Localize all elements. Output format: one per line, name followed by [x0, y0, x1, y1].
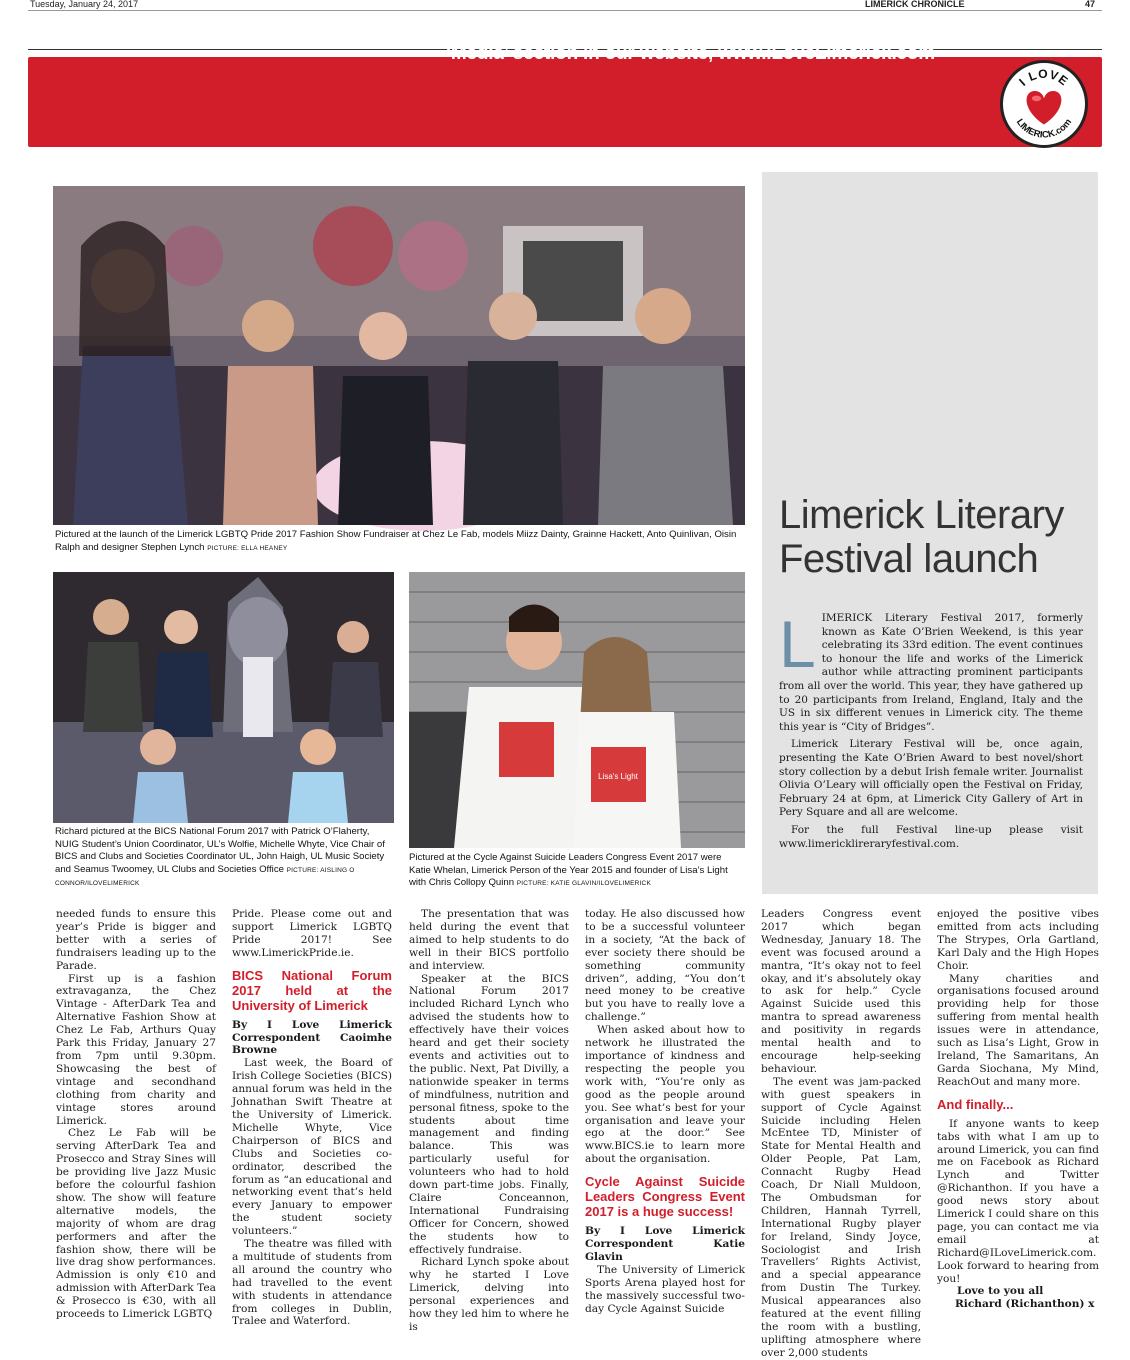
sidebar-paragraph-3: For the full Festival line-up please visit www.limericklireraryfestival.com.: [779, 823, 1083, 850]
photo-bics-forum: [53, 572, 394, 823]
headline-line-1: Limerick Literary: [779, 493, 1064, 537]
paragraph: Richard Lynch spoke about why he started I Love Limerick, delving into personal experiences and how they led him to where he is: [409, 1256, 569, 1333]
paragraph: Last week, the Board of Irish College Societies (BICS) annual forum was held in the Johnathan Swift Theatre at the University of Limerick. Michelle Whyte, Vice Chairperson of BICS and Clubs and Societies co-ordinator, described the forum as “an educational and networking event that’s held every January to empower the student society volunteers.”: [232, 1057, 392, 1238]
caption-fashion-show: [55, 529, 745, 555]
caption-text: Richard pictured at the BICS National Forum 2017 with Patrick O’Flaherty, NUIG Student’s Union Coordinator, UL’s Wolfie, Michelle Whyte, Vice Chair of BICS and Clubs and Societies Coordinator UL, John Haigh, UL Music Society and Seamus Twoomey, UL Clubs and Societies Office: [55, 826, 385, 875]
publication-name: LIMERICK CHRONICLE: [865, 0, 965, 9]
shirt-logo-text: Lisa's Light: [598, 772, 638, 781]
headline-line-2: Festival launch: [779, 537, 1039, 581]
sidebar-paragraph-2: Limerick Literary Festival will be, once again, presenting the Kate O’Brien Award to best novel/short story collection by a debut Irish female writer. Journalist Olivia O’Leary will officially open the Festival on Friday, February 24 at 6pm, at Limerick City Gallery of Art in Pery Square and all are welcome.: [779, 738, 1083, 819]
section-heading-bics: BICS National Forum 2017 held at the University of Limerick: [232, 967, 392, 1013]
paragraph: Pride. Please come out and support Limerick LGBTQ Pride 2017! See www.LimerickPride.ie.: [232, 908, 392, 959]
sidebar-body: [779, 607, 1083, 855]
heart-icon: [1027, 91, 1062, 125]
article-column-1: [56, 908, 216, 1341]
paragraph: needed funds to ensure this year’s Pride is bigger and better with a series of fundraisers leading up to the Parade.: [56, 908, 216, 972]
issue-date: Tuesday, January 24, 2017: [30, 0, 139, 9]
folio-rule: [28, 10, 1102, 11]
article-column-6: [937, 908, 1099, 1341]
caption-cycle-against-suicide: [409, 852, 745, 891]
paragraph: The University of Limerick Sports Arena played host for the massively successful two-day Cycle Against Suicide: [585, 1263, 745, 1315]
promo-line-1: To see lots of great Limerick videos, look under the: [482, 19, 935, 40]
page-number: 47: [1085, 0, 1096, 9]
section-heading-cycle: Cycle Against Suicide Leaders Congress Event 2017 is a huge success!: [585, 1174, 745, 1220]
article-column-4: [585, 908, 745, 1341]
article-column-3: [409, 908, 569, 1341]
caption-bics-forum: [55, 826, 395, 891]
paragraph: The presentation that was held during the event that aimed to help students to do well in their BICS portfolio and interview.: [409, 908, 569, 972]
article-column-5: [761, 908, 921, 1359]
photo-credit: PICTURE: ELLA HEANEY: [207, 544, 288, 552]
logo-graphic: [1003, 63, 1085, 145]
promo-line-2: ‘Media’ section in our website, www.ILoveLimerick.com: [445, 43, 935, 64]
paragraph: Many charities and organisations focused around providing help for those suffering from mental health issues were in attendance, such as Lisa’s Light, Grow in Ireland, The Samaritans, An Garda Siochana, My Mind, ReachOut and many more.: [937, 972, 1099, 1088]
paragraph: The event was jam-packed with guest speakers in support of Cycle Against Suicide including Helen McEntee TD, Minister of State for Mental Health and Older People, Pat Lam, Connacht Rugby Head Coach, Dr Niall Muldoon, The Ombudsman for Children, Hannah Tyrrell, International Rugby player for Ireland, Sindy Joyce, Sociologist and Irish Travellers’ Rights Activist, and a special appearance from Dustin The Turkey. Musical appearances also featured at the event filling the room with a bustling, uplifting atmosphere where over 2,000 students: [761, 1075, 921, 1359]
signature: Richard (Richanthon) x: [955, 1298, 1095, 1311]
paragraph: First up is a fashion extravaganza, the Chez Vintage - AfterDark Tea and Alternative Fashion Show at Chez Le Fab, Arthurs Quay Park this Friday, January 27 from 7pm until 9.30pm. Showcasing the best of vintage and secondhand clothing from charity and vintage stores around Limerick.: [56, 972, 216, 1127]
photo-cycle-against-suicide: [409, 572, 745, 848]
paragraph: Leaders Congress event 2017 which began Wednesday, January 18. The event was focused around a mantra, “It’s okay not to feel okay, and it’s absolutely okay to ask for help.” Cycle Against Suicide used this mantra to spread awareness and positivity in regards mental health and to encourage help-seeking behaviour.: [761, 908, 921, 1075]
section-heading-finally: And finally...: [937, 1096, 1014, 1112]
logo-bottom-text: LIMERICK.com: [1014, 116, 1074, 140]
paragraph: Chez Le Fab will be serving AfterDark Tea and Prosecco and Stray Sines will be providing live Jazz Music before the colourful fashion show. The show will feature alternative models, the majority of whom are drag performers and after the fashion show, there will be live drag show performances. Admission is only €10 and admission with AfterDark Tea & Prosecco is €30, with all proceeds to Limerick LGBTQ: [56, 1127, 216, 1321]
article-column-2: [232, 908, 392, 1341]
promo-banner: [28, 57, 1102, 147]
photo-credit: PICTURE: KATIE GLAVIN/ILOVELIMERICK: [516, 880, 651, 887]
promo-banner-text: [315, 18, 935, 66]
paragraph: If anyone wants to keep tabs with what I am up to around Limerick, you can find me on Facebook as Richard Lynch and Twitter @Richanthon. If you have a good news story about Limerick I could share on this page, you can contact me via email at Richard@ILoveLimerick.com. Look forward to hearing from you!: [937, 1117, 1099, 1285]
sidebar-paragraph-1: IMERICK Literary Festival 2017, formerly known as Kate O’Brien Weekend, is this year celebrating its 33rd edition. The event continues to honour the life and works of the Limerick author while attracting prominent participants from all over the world. This year, they have gathered up to 20 participants from Ireland, England, Italy and the US in six different venues in Limerick city. The theme this year is “City of Bridges”.: [779, 612, 1083, 733]
sign-off: Love to you all: [957, 1285, 1044, 1298]
drop-cap: L: [779, 607, 816, 681]
photo-fashion-show: [53, 186, 745, 525]
sidebar-headline: [779, 493, 1089, 581]
paragraph: The theatre was filled with a multitude of students from all around the country who had travelled to the event with students in attendance from colleges in Dublin, Tralee and Waterford.: [232, 1238, 392, 1328]
paragraph: today. He also discussed how to be a successful volunteer in a society, “At the back of ever society there should be something community driven”, adding, “You don’t need money to be creative but you have to really love a challenge.”: [585, 908, 745, 1024]
photo-credit: PICTURE: AISLING O CONNOR/ILOVELIMERICK: [55, 866, 355, 887]
paragraph: When asked about how to network he illustrated the importance of kindness and respecting the people you work with, “You’re only as good as the people around you. See what’s best for your organisation and leave your ego at the door.” See www.BICS.ie to learn more about the organisation.: [585, 1024, 745, 1166]
logo-top-text: I LOVE: [1016, 66, 1072, 89]
caption-text: Pictured at the launch of the Limerick LGBTQ Pride 2017 Fashion Show Fundraiser at Chez Le Fab, models Miizz Dainty, Grainne Hackett, Anto Quinlivan, Oisin Ralph and designer Stephen Lynch: [55, 529, 737, 553]
paragraph: Speaker at the BICS National Forum 2017 included Richard Lynch who advised the students how to effectively have their voices heard and get their society events and activities out to the public. Next, Pat Divilly, a nationwide speaker in terms of mindfulness, nutrition and personal fitness, spoke to the students about time management and finding balance. This was particularly useful for volunteers who had to hold down part-time jobs. Finally, Claire Conceannon, International Fundraising Officer for Concern, showed the students how to effectively fundraise.: [409, 972, 569, 1256]
caption-text: Pictured at the Cycle Against Suicide Leaders Congress Event 2017 were Katie Whelan, Limerick Person of the Year 2015 and founder of Lisa’s Light with Chris Collopy Quinn: [409, 852, 728, 888]
byline: By I Love Limerick Correspondent Caoimhe Browne: [232, 1018, 392, 1057]
i-love-limerick-logo: [1000, 60, 1088, 148]
byline: By I Love Limerick Correspondent Katie Glavin: [585, 1225, 745, 1263]
paragraph: enjoyed the positive vibes emitted from acts including The Strypes, Orla Gartland, Karl Daly and the High Hopes Choir.: [937, 908, 1099, 972]
